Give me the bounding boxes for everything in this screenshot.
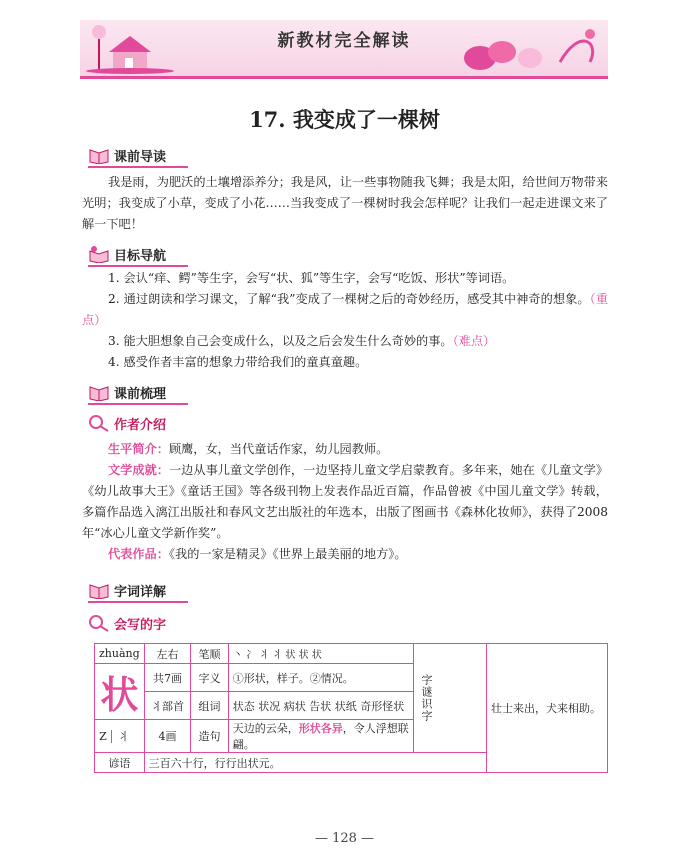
section-label: 课前导读 (114, 149, 167, 165)
words-label: 组词 (191, 692, 228, 720)
difficult-point-tag: （难点） (452, 334, 496, 348)
author-bio: 生平简介：顾鹰，女，当代童话作家，幼儿园教师。 (108, 442, 389, 456)
section-label: 字词详解 (114, 584, 167, 600)
proverb-label: 谚语 (95, 753, 145, 773)
target-book-icon (88, 245, 110, 263)
pinyin-cell: zhuàng (95, 644, 145, 664)
char-grid-cell: Z 丬 (95, 720, 145, 753)
book-title: 新教材完全解读 (277, 31, 411, 51)
section-words (88, 579, 166, 601)
stroke-seq-cell: 4画 (144, 720, 191, 753)
words-cell: 状态 状况 病状 告状 状纸 奇形怪状 (228, 692, 413, 720)
goals-list (82, 268, 608, 373)
book-icon (88, 581, 110, 599)
stroke-order-label: 笔顺 (191, 644, 228, 664)
big-character: 状 (95, 664, 145, 720)
section-review (88, 381, 166, 403)
mnemonic-label-cell: 字谜识字 (413, 644, 486, 753)
structure-cell: 左右 (144, 644, 191, 664)
book-icon (88, 146, 110, 164)
author-works: 代表作品：《我的一家是精灵》《世界上最美丽的地方》。 (108, 547, 407, 561)
stroke-count-cell: 共7画 (144, 664, 191, 692)
write-chars-heading: 会写的字 (88, 613, 166, 633)
chapter-title: 17. 我变成了一棵树 (249, 107, 440, 132)
goal-item: 3. 能大胆想象自己会变成什么，以及之后会发生什么奇妙的事。（难点） (108, 334, 496, 348)
section-underline (88, 265, 188, 267)
author-heading: 作者介绍 (88, 413, 166, 433)
meaning-label: 字义 (191, 664, 228, 692)
house-tree-decoration (85, 22, 175, 74)
section-underline (88, 601, 188, 603)
sentence-label: 造句 (191, 720, 228, 753)
magnifier-icon (88, 614, 110, 632)
proverb-cell: 三百六十行，行行出状元。 (144, 753, 486, 773)
magnifier-icon (88, 414, 110, 432)
section-label: 目标导航 (114, 248, 167, 264)
section-pre-reading (88, 144, 166, 166)
author-achievement: 文学成就：一边从事儿童文学创作，一边坚持儿童文学启蒙教育。多年来，她在《儿童文学》《幼儿故事大王》《童话王国》等各级刊物上发表作品近百篇，作品曾被《中国儿童文学》转载，多篇作品选入漓江出版社和春风文艺出版社的年选本，出版了图画书《森林化妆师》，获得了2008年“冰心儿童文学新作奖”。 (82, 463, 609, 540)
goal-item: 1. 会认“痒、鳄”等生字，会写“状、狐”等生字，会写“吃饭、形状”等词语。 (108, 271, 515, 285)
section-goals (88, 243, 166, 265)
sentence-highlight: 形状各异 (298, 722, 343, 735)
author-info (82, 439, 608, 565)
mnemonic-cell: 壮士来出，犬来相助。 (486, 644, 607, 773)
sentence-cell: 天边的云朵，形状各异，令人浮想联翩。 (228, 720, 413, 753)
key-point-tag: （重点） (82, 292, 609, 327)
character-table (94, 643, 608, 773)
book-icon (88, 383, 110, 401)
section-underline (88, 166, 188, 168)
goal-item: 4. 感受作者丰富的想象力带给我们的童真童趣。 (108, 355, 368, 369)
stroke-order-cell: 丶 冫 丬 丬 状 状 状 (228, 644, 413, 664)
meaning-cell: ①形状，样子。②情况。 (228, 664, 413, 692)
page-number: — 128 — (314, 831, 375, 846)
goal-item: 2. 通过朗读和学习课文，了解“我”变成了一棵树之后的奇妙经历，感受其中神奇的想象。（重点） (82, 292, 609, 327)
section-underline (88, 403, 188, 405)
section-label: 课前梳理 (114, 386, 167, 402)
pre-reading-text: 我是雨，为肥沃的土壤增添养分；我是风，让一些事物随我飞舞；我是太阳，给世间万物带来光明；我变成了小草，变成了小花……当我变成了一棵树时我会怎样呢？让我们一起走进课文来了解一下吧！ (82, 175, 608, 231)
radical-cell: 丬部首 (144, 692, 191, 720)
